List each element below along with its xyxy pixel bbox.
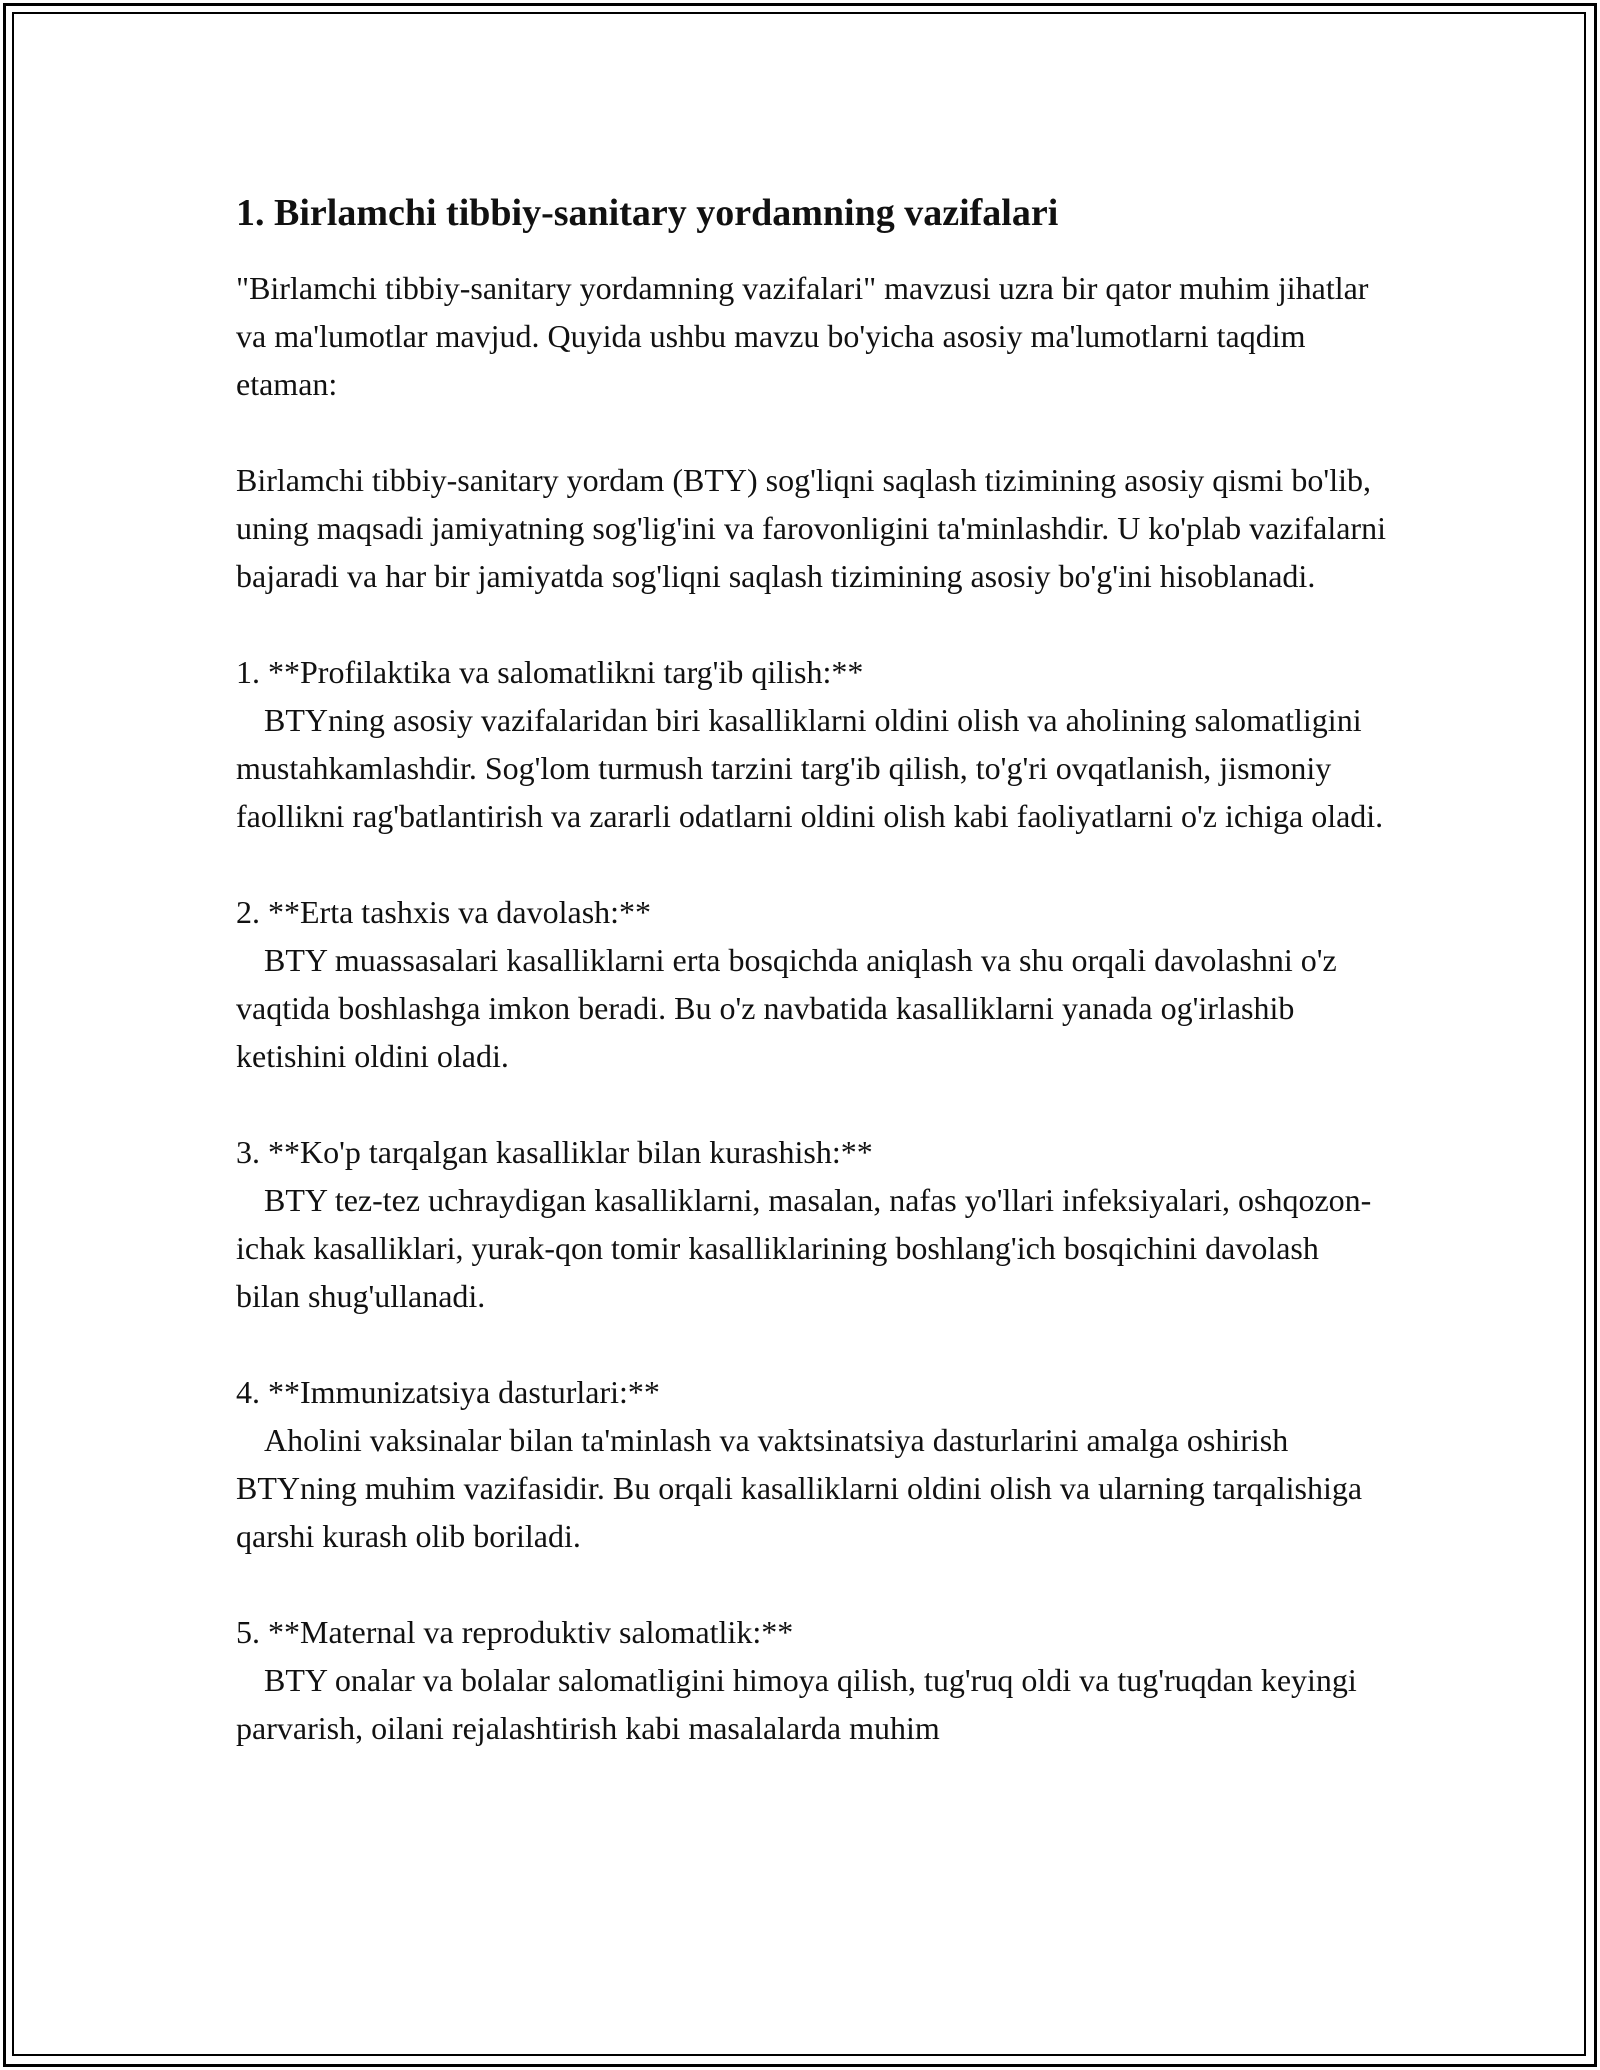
paragraph-gap [236,840,1386,888]
list-item [236,648,1386,840]
list-item-heading: 3. **Ko'p tarqalgan kasalliklar bilan kurashish:** [236,1134,873,1170]
list-item [236,888,1386,1080]
list-item-body: BTY tez-tez uchraydigan kasalliklarni, masalan, nafas yo'llari infeksiyalari, oshqozon-ichak kasalliklari, yurak-qon tomir kasalliklarining boshlang'ich bosqichini davolash bilan shug'ullanadi. [236,1182,1372,1314]
list-item-body: BTYning asosiy vazifalaridan biri kasalliklarni oldini olish va aholining salomatligini mustahkamlashdir. Sog'lom turmush tarzini targ'ib qilish, to'g'ri ovqatlanish, jismoniy faollikni rag'batlantirish va zararli odatlarni oldini olish kabi faoliyatlarni o'z ichiga oladi. [236,702,1384,834]
list-item-body: BTY muassasalari kasalliklarni erta bosqichda aniqlash va shu orqali davolashni o'z vaqtida boshlashga imkon beradi. Bu o'z navbatida kasalliklarni yanada og'irlashib ketishini oldini oladi. [236,942,1337,1074]
list-item-body: BTY onalar va bolalar salomatligini himoya qilish, tug'ruq oldi va tug'ruqdan keyingi parvarish, oilani rejalashtirish kabi masalalarda muhim [236,1662,1357,1746]
list-item-body: Aholini vaksinalar bilan ta'minlash va vaktsinatsiya dasturlarini amalga oshirish BTYning muhim vazifasidir. Bu orqali kasalliklarni oldini olish va ularning tarqalishiga qarshi kurash olib boriladi. [236,1422,1363,1554]
list-item [236,1128,1386,1320]
overview-paragraph: Birlamchi tibbiy-sanitary yordam (BTY) sog'liqni saqlash tizimining asosiy qismi bo'lib, uning maqsadi jamiyatning sog'lig'ini va farovonligini ta'minlashdir. U ko'plab vazifalarni bajaradi va har bir jamiyatda sog'liqni saqlash tizimining asosiy bo'g'ini hisoblanadi. [236,462,1386,594]
paragraph-gap [236,1560,1386,1608]
list-item-heading: 1. **Profilaktika va salomatlikni targ'ib qilish:** [236,654,864,690]
list-item-heading: 4. **Immunizatsiya dasturlari:** [236,1374,660,1410]
list-item-heading: 5. **Maternal va reproduktiv salomatlik:** [236,1614,794,1650]
document-title: 1. Birlamchi tibbiy-sanitary yordamning vazifalari [236,192,1059,234]
paragraph-gap [236,408,1386,456]
list-item [236,1608,1386,1752]
list-item-heading: 2. **Erta tashxis va davolash:** [236,894,652,930]
paragraph-gap [236,1080,1386,1128]
intro-paragraph: "Birlamchi tibbiy-sanitary yordamning vazifalari" mavzusi uzra bir qator muhim jihatlar va ma'lumotlar mavjud. Quyida ushbu mavzu bo'yicha asosiy ma'lumotlarni taqdim etaman: [236,270,1369,402]
document-content [236,186,1386,1752]
paragraph-gap [236,1320,1386,1368]
list-item [236,1368,1386,1560]
paragraph-gap [236,600,1386,648]
